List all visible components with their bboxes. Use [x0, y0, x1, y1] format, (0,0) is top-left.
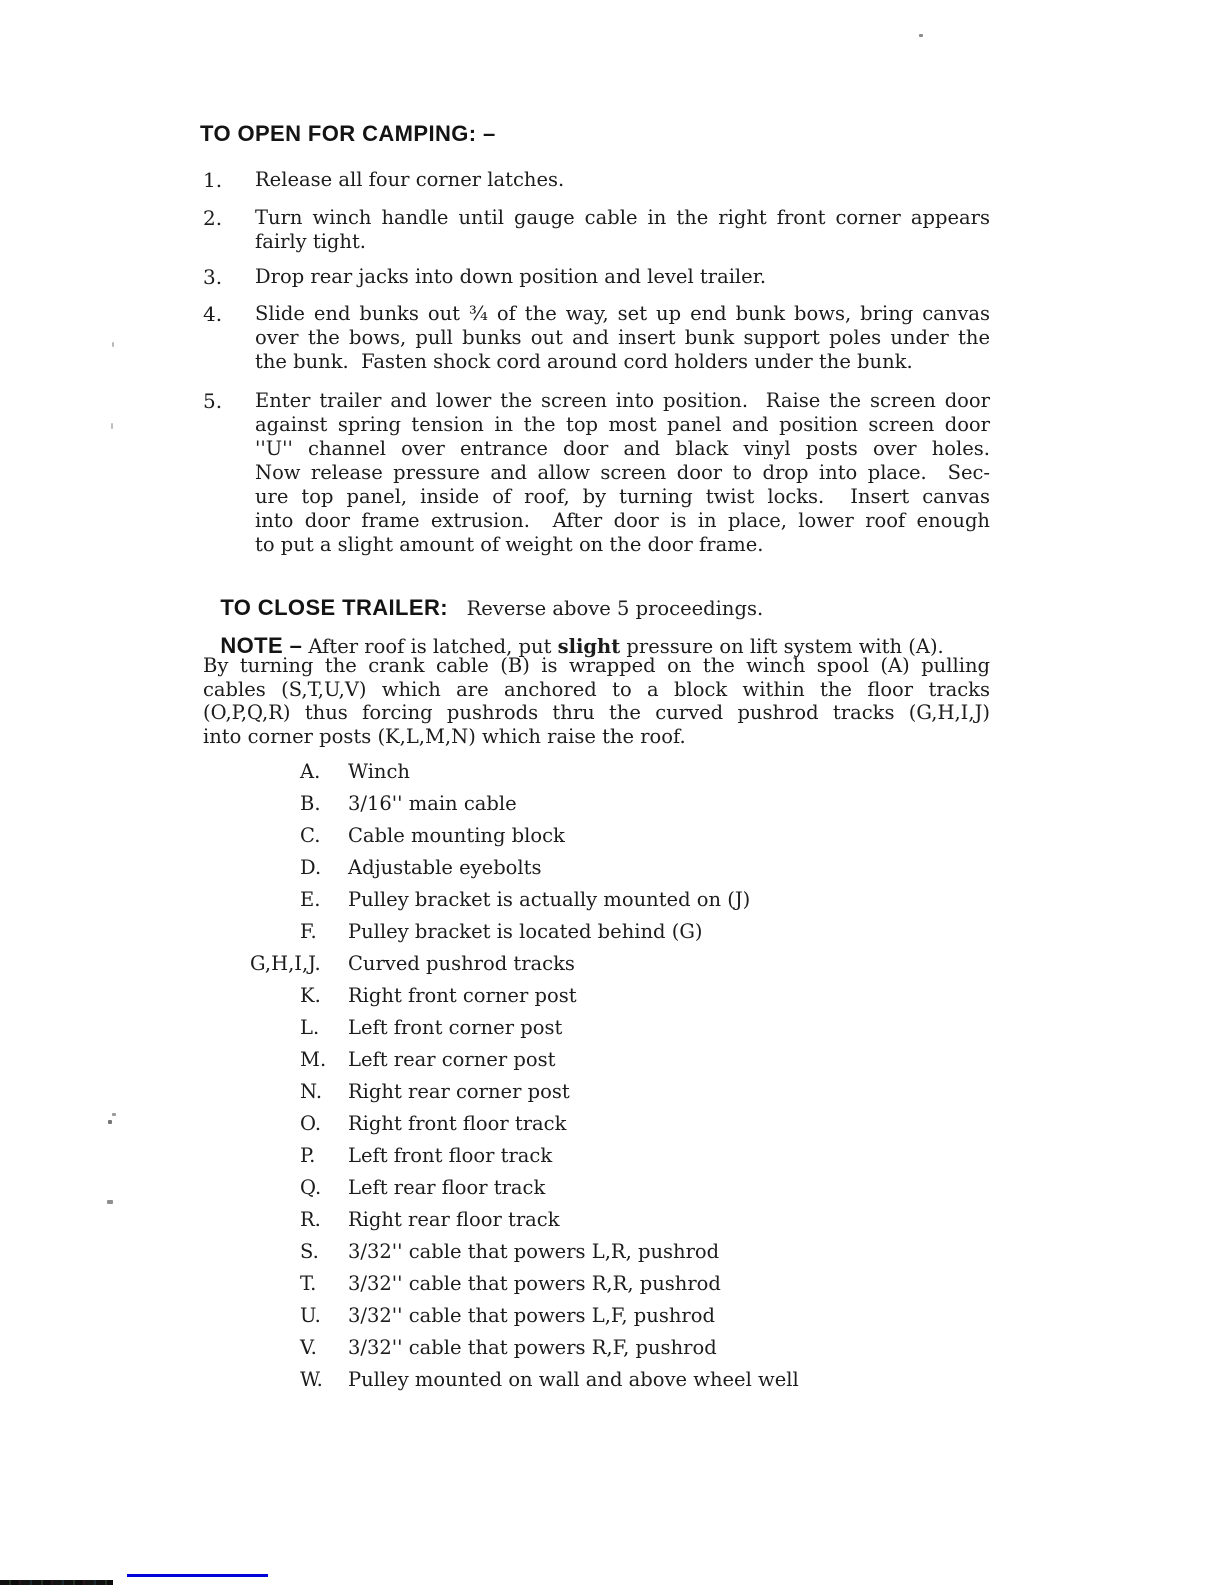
legend-key: C.: [300, 824, 321, 847]
legend-key: E.: [300, 888, 321, 911]
legend-text: Left front corner post: [348, 1016, 563, 1039]
step-number: 1.: [203, 168, 223, 192]
legend-text: Right front floor track: [348, 1112, 567, 1135]
legend-key: O.: [300, 1112, 322, 1135]
legend-row: [0, 919, 1225, 951]
legend-key: N.: [300, 1080, 323, 1103]
legend-text: 3/32'' cable that powers L,F, pushrod: [348, 1304, 715, 1327]
step-line: the bunk. Fasten shock cord around cord holders under the bunk.: [255, 350, 913, 373]
open-for-camping-heading: TO OPEN FOR CAMPING: –: [200, 121, 496, 146]
step-number: 4.: [203, 302, 223, 326]
legend-key: M.: [300, 1048, 327, 1071]
legend-row: [0, 791, 1225, 823]
step-line: Enter trailer and lower the screen into position. Raise the screen door: [255, 389, 990, 412]
legend-row: [0, 759, 1225, 791]
step-line: ''U'' channel over entrance door and black vinyl posts over holes.: [255, 437, 990, 460]
legend-key: W.: [300, 1368, 323, 1391]
note-label: NOTE –: [220, 633, 303, 658]
legend-text: Right rear floor track: [348, 1208, 560, 1231]
paragraph-line: cables (S,T,U,V) which are anchored to a block within the floor tracks: [203, 677, 990, 701]
footer-scan-bar: [0, 1580, 113, 1585]
legend-text: Left front floor track: [348, 1144, 553, 1167]
close-trailer-heading: TO CLOSE TRAILER:: [220, 595, 448, 620]
legend-key: P.: [300, 1144, 316, 1167]
legend-row: [0, 1271, 1225, 1303]
legend-text: Cable mounting block: [348, 824, 565, 847]
legend-key: T.: [300, 1272, 317, 1295]
legend-row: [0, 887, 1225, 919]
legend-key: S.: [300, 1240, 319, 1263]
legend-row: [0, 1047, 1225, 1079]
legend-text: 3/32'' cable that powers L,R, pushrod: [348, 1240, 720, 1263]
mechanism-paragraph: [203, 654, 990, 748]
step-number: 5.: [203, 389, 223, 413]
legend-key: F.: [300, 920, 317, 943]
step-line: Drop rear jacks into down position and level trailer.: [255, 265, 767, 288]
legend-key: G,H,I,J.: [250, 952, 321, 975]
legend-key: Q.: [300, 1176, 322, 1199]
legend-text: Right front corner post: [348, 984, 577, 1007]
step-number: 2.: [203, 206, 223, 230]
step-line: ure top panel, inside of roof, by turning twist locks. Insert canvas: [255, 485, 990, 508]
legend-row: [0, 1239, 1225, 1271]
step-line: over the bows, pull bunks out and insert bunk support poles under the: [255, 326, 990, 349]
legend-text: Right rear corner post: [348, 1080, 570, 1103]
footer-accent-line: [127, 1574, 268, 1577]
step-line: fairly tight.: [255, 230, 367, 253]
legend-key: D.: [300, 856, 322, 879]
legend-row: [0, 951, 1225, 983]
paragraph-line: By turning the crank cable (B) is wrapped on the winch spool (A) pulling: [203, 654, 990, 677]
legend-row: [0, 1111, 1225, 1143]
parts-legend: [0, 759, 1225, 1399]
step-line: into door frame extrusion. After door is in place, lower roof enough: [255, 509, 990, 532]
legend-key: A.: [300, 760, 321, 783]
scan-speck: [919, 34, 923, 37]
scan-speck: [111, 423, 113, 429]
legend-text: 3/32'' cable that powers R,R, pushrod: [348, 1272, 721, 1295]
legend-key: K.: [300, 984, 321, 1007]
legend-key: V.: [300, 1336, 317, 1359]
legend-row: [0, 855, 1225, 887]
legend-row: [0, 1335, 1225, 1367]
legend-row: [0, 1303, 1225, 1335]
note-text-post: pressure on lift system with (A).: [620, 635, 944, 658]
legend-text: Winch: [348, 760, 410, 783]
paragraph-line: into corner posts (K,L,M,N) which raise the roof.: [203, 724, 686, 748]
paragraph-line: (O,P,Q,R) thus forcing pushrods thru the curved pushrod tracks (G,H,I,J): [203, 701, 990, 724]
legend-key: R.: [300, 1208, 321, 1231]
legend-text: Adjustable eyebolts: [348, 856, 542, 879]
step-line: Turn winch handle until gauge cable in the right front corner appears: [255, 206, 990, 229]
legend-key: B.: [300, 792, 321, 815]
legend-key: U.: [300, 1304, 321, 1327]
legend-text: Pulley bracket is located behind (G): [348, 920, 703, 943]
step-line: to put a slight amount of weight on the door frame.: [255, 533, 764, 556]
step-line: Now release pressure and allow screen door to drop into place. Sec-: [255, 461, 990, 484]
step-line: Slide end bunks out ¾ of the way, set up end bunk bows, bring canvas: [255, 302, 990, 325]
legend-row: [0, 823, 1225, 855]
step-line: Release all four corner latches.: [255, 168, 565, 191]
legend-text: 3/32'' cable that powers R,F, pushrod: [348, 1336, 717, 1359]
note-text-pre: After roof is latched, put: [302, 635, 558, 658]
legend-text: Curved pushrod tracks: [348, 952, 575, 975]
legend-row: [0, 1175, 1225, 1207]
legend-row: [0, 1367, 1225, 1399]
legend-text: Left rear corner post: [348, 1048, 556, 1071]
legend-text: Pulley mounted on wall and above wheel well: [348, 1368, 799, 1391]
close-trailer-text: Reverse above 5 proceedings.: [466, 597, 764, 620]
note-text-emphasis: slight: [557, 635, 621, 658]
legend-row: [0, 1015, 1225, 1047]
legend-row: [0, 983, 1225, 1015]
legend-row: [0, 1143, 1225, 1175]
step-number: 3.: [203, 265, 223, 289]
legend-text: Pulley bracket is actually mounted on (J): [348, 888, 751, 911]
legend-row: [0, 1207, 1225, 1239]
legend-text: 3/16'' main cable: [348, 792, 517, 815]
legend-row: [0, 1079, 1225, 1111]
legend-text: Left rear floor track: [348, 1176, 546, 1199]
scan-speck: [112, 342, 114, 347]
legend-key: L.: [300, 1016, 320, 1039]
step-line: against spring tension in the top most panel and position screen door: [255, 413, 990, 436]
